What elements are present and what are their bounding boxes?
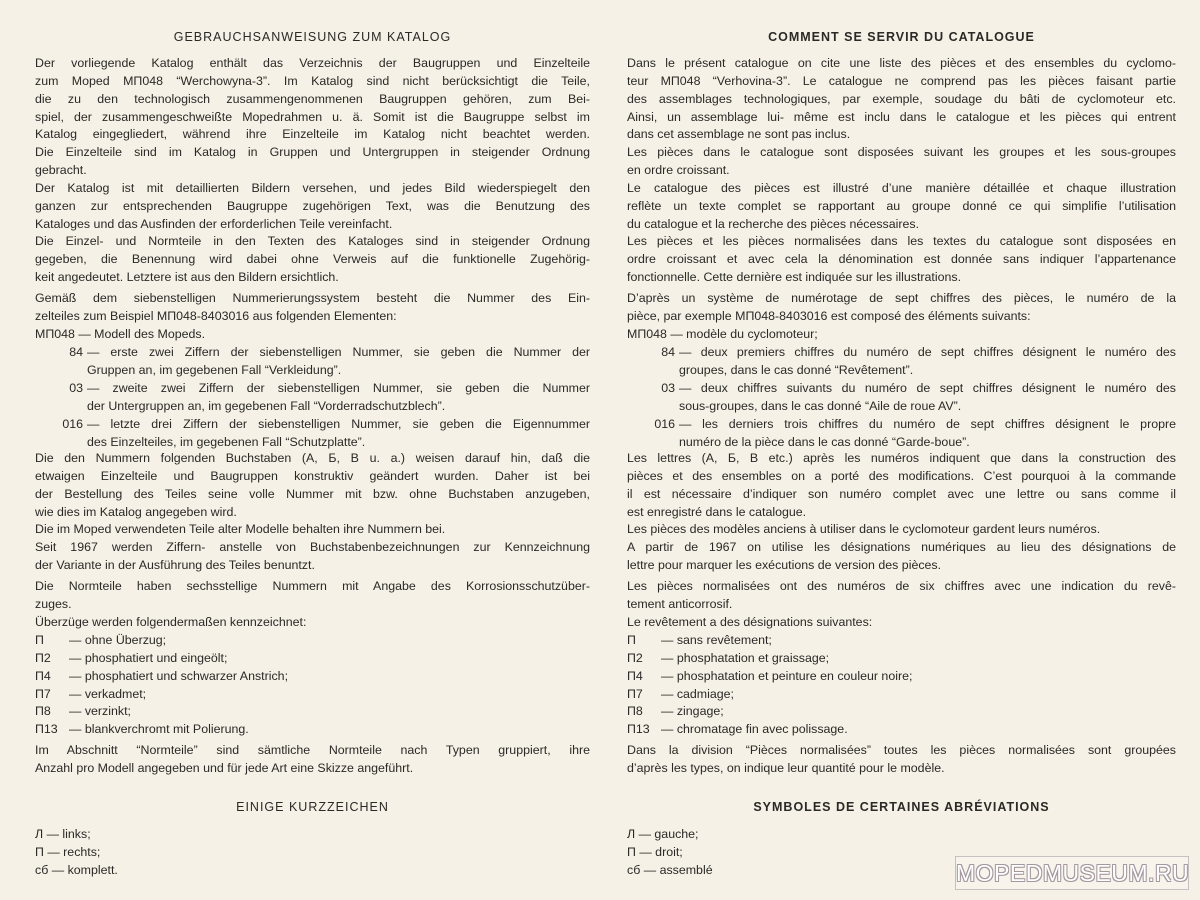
code-number: 016 [654, 417, 675, 431]
text-line: — erste zwei Ziffern der siebenstelligen Nummer, sie geben die Nummer der [87, 345, 590, 359]
coating-code: П [627, 633, 636, 647]
text-line: Les pièces dans le catalogue sont disposées suivant les groupes et les sous-groupes [627, 145, 1176, 160]
code-number: 03 [69, 381, 83, 395]
german-intro-paragraph [35, 55, 590, 287]
german-numbering-paragraph [35, 290, 590, 344]
coating-text: — verzinkt; [69, 704, 131, 719]
coating-item [35, 650, 590, 668]
coating-text: — phosphatiert und eingeölt; [69, 650, 228, 665]
french-normparts-paragraph [627, 578, 1176, 632]
french-abbreviations-title: SYMBOLES DE CERTAINES ABRÉVIATIONS [753, 800, 1050, 814]
text-line: МП048 — Modell des Mopeds. [35, 326, 206, 341]
text-line: wie dies im Katalog angegeben wird. [35, 504, 237, 519]
text-line: d’après les types, on indique leur quantité pour le modèle. [627, 760, 945, 775]
text-line: Die Einzel- und Normteile in den Texten des Kataloges sind in steigender Ordnung [35, 234, 590, 249]
code-description [679, 416, 1176, 452]
abbreviation-item: П — droit; [627, 844, 683, 859]
text-line: il est nécessaire d’indiquer son numéro complet avec une lettre ou sans comme il [627, 486, 1176, 501]
text-line: numéro de la pièce dans le cas donné “Garde-boue”. [679, 434, 970, 449]
text-line: Le catalogue des pièces est illustré d’une manière détaillée et chaque illustration [627, 180, 1176, 195]
coating-code: П8 [627, 704, 643, 719]
coating-text: — sans revêtement; [661, 633, 772, 647]
text-line: Seit 1967 werden Ziffern- anstelle von Buchstabenbezeichnungen zur Kennzeichnung [35, 540, 590, 555]
text-line: Le revêtement a des désignations suivantes: [627, 614, 873, 629]
text-line: — deux premiers chiffres du numéro de sept chiffres désignent le numéro des [679, 345, 1176, 359]
text-line: keit angedeutet. Letztere ist aus den Bildern ersichtlich. [35, 270, 339, 285]
coating-code: П13 [35, 722, 58, 737]
text-line: D’après un système de numérotage de sept chiffres des pièces, le numéro de la [627, 291, 1176, 305]
coating-text: — chromatage fin avec polissage. [661, 722, 848, 737]
text-line: Les lettres (А, Б, В etc.) après les numéros indiquent que dans la construction des [627, 451, 1176, 465]
text-line: Die im Moped verwendeten Teile alter Modelle behalten ihre Nummern bei. [35, 522, 446, 537]
code-number: 84 [69, 345, 83, 359]
coating-code: П7 [35, 686, 51, 701]
coating-text: — cadmiage; [661, 686, 735, 701]
german-section-paragraph [35, 742, 590, 778]
text-line: en ordre croissant. [627, 163, 730, 178]
text-line: zuges. [35, 596, 72, 611]
coating-text: — phosphatation et graissage; [661, 650, 830, 665]
text-line: ganzen zur entsprechenden Baugruppe zugehörigen Text, was die Benutzung des [35, 198, 590, 213]
text-line: — letzte drei Ziffern der siebenstelligen Nummer, sie geben die Eigennummer [87, 417, 590, 431]
text-line: Dans la division “Pièces normalisées” toutes les pièces normalisées sont groupées [627, 743, 1176, 757]
text-line: Les pièces des modèles anciens à utiliser dans le cyclomoteur gardent leurs numéros. [627, 522, 1101, 537]
text-line: gebracht. [35, 163, 87, 178]
text-line: Kataloges und das Ausfinden der erforderlichen Teile vereinfacht. [35, 216, 393, 231]
text-line: — deux chiffres suivants du numéro de sept chiffres désignent le numéro des [679, 381, 1176, 395]
text-line: МП048 — modèle du cyclomoteur; [627, 326, 818, 341]
text-line: Dans le présent catalogue on cite une liste des pièces et des ensembles du cyclomo- [627, 56, 1176, 70]
coating-item [627, 632, 1176, 650]
abbreviation-item: сб — assemblé [627, 862, 713, 877]
text-line: reflète un texte complet se rapportant au groupe donné ce qui simplifie l’utilisation [627, 198, 1176, 213]
text-line: Les pièces normalisées ont des numéros de six chiffres avec une indication du revê- [627, 579, 1176, 593]
code-description [87, 344, 590, 380]
coating-code: П8 [35, 704, 51, 719]
text-line: Die Einzelteile sind im Katalog in Gruppen und Untergruppen in steigender Ordnung [35, 145, 590, 160]
code-description [87, 380, 590, 416]
text-line: spiel, der zusammengeschweißte Mopedrahmen u. ä. Somit ist die Baugruppe selbst im [35, 109, 590, 124]
text-line: groupes, dans le cas donné “Revêtement”. [679, 362, 914, 377]
abbreviation-item: сб — komplett. [35, 862, 118, 877]
coating-text: — ohne Überzug; [69, 633, 167, 647]
code-description [679, 380, 1176, 416]
text-line: fonctionnelle. Cette dernière est indiquée sur les illustrations. [627, 270, 962, 285]
coating-code: П2 [35, 650, 51, 665]
text-line: gegeben, die Benennung wird dabei ohne Verweis auf die funktionelle Zugehörig- [35, 252, 590, 267]
coating-code: П2 [627, 650, 643, 665]
coating-code: П4 [35, 668, 51, 683]
text-line: der Untergruppen an, im gegebenen Fall “Vorderradschutzblech”. [87, 398, 446, 413]
coating-code: П4 [627, 668, 643, 683]
text-line: — zweite zwei Ziffern der siebenstelligen Nummer, sie geben die Nummer [87, 381, 590, 395]
text-line: Katalog eingegliedert, während ihre Einzelteile im Katalog nicht beachtet werden. [35, 127, 590, 142]
coating-item [35, 668, 590, 686]
text-line: — les derniers trois chiffres du numéro de sept chiffres désignent le propre [679, 417, 1176, 431]
coating-text: — phosphatation et peinture en couleur noire; [661, 668, 913, 683]
coating-text: — zingage; [661, 704, 724, 719]
german-title: GEBRAUCHSANWEISUNG ZUM KATALOG [173, 30, 452, 44]
abbreviation-item: Л — gauche; [627, 827, 699, 841]
coating-item [35, 703, 590, 721]
french-section-paragraph [627, 742, 1176, 778]
coating-item [35, 686, 590, 704]
watermark-logo: MOPEDMUSEUM.RU [955, 856, 1189, 890]
text-line: sous-groupes, dans le cas donné “Aile de roue AV”. [679, 398, 962, 413]
code-description [679, 344, 1176, 380]
coating-text: — verkadmet; [69, 686, 147, 701]
text-line: tement anticorrosif. [627, 596, 733, 611]
text-line: Überzüge werden folgendermaßen kennzeichnet: [35, 614, 307, 629]
text-line: est enregistré dans le catalogue. [627, 504, 807, 519]
coating-item [35, 632, 590, 650]
coating-item [627, 686, 1176, 704]
text-line: zum Moped МП048 “Werchowyna-3”. Im Katalog sind nicht berücksichtigt die Teile, [35, 73, 590, 88]
coating-text: — phosphatiert und schwarzer Anstrich; [69, 668, 289, 683]
text-line: pièce, par exemple МП048-8403016 est composé des éléments suivants: [627, 308, 1031, 323]
text-line: du catalogue et la recherche des pièces nécessaires. [627, 216, 920, 231]
code-number: 84 [661, 345, 675, 359]
text-line: die zu den technologisch zusammengenommenen Baugruppen gehören, zum Bei- [35, 91, 590, 106]
german-letters-paragraph [35, 450, 590, 575]
coating-text: — blankverchromt mit Polierung. [69, 722, 249, 737]
text-line: Les pièces et les pièces normalisées dans les textes du catalogue sont disposées en [627, 234, 1176, 249]
text-line: pièces et des ensembles on a porté des modifications. C’est pourquoi à la commande [627, 468, 1176, 483]
text-line: dans cet assemblage ne sont pas inclus. [627, 127, 851, 142]
french-numbering-paragraph [627, 290, 1176, 344]
french-intro-paragraph [627, 55, 1176, 287]
text-line: lettre pour marquer les exécutions de version des pièces. [627, 558, 942, 573]
coating-code: П7 [627, 686, 643, 701]
code-number: 016 [62, 417, 83, 431]
text-line: der Variante in der Ausführung des Teiles benuntzt. [35, 558, 315, 573]
code-description [87, 416, 590, 452]
text-line: A partir de 1967 on utilise les désignations numériques au lieu des désignations de [627, 540, 1176, 555]
text-line: Anzahl pro Modell angegeben und für jede Art eine Skizze angeführt. [35, 760, 414, 775]
german-abbreviations-list [35, 826, 590, 880]
text-line: teur МП048 “Verhovina-3”. Le catalogue ne comprend pas les pièces faisant partie [627, 73, 1176, 88]
german-abbreviations-title: EINIGE KURZZEICHEN [236, 800, 389, 814]
text-line: etwaigen Einzelteile und Baugruppen konstruktiv geändert wurden. Daher ist bei [35, 468, 590, 483]
coating-code: П13 [627, 722, 650, 737]
coating-item [627, 703, 1176, 721]
french-title: COMMENT SE SERVIR DU CATALOGUE [768, 30, 1035, 44]
text-line: Gemäß dem siebenstelligen Nummerierungssystem besteht die Nummer des Ein- [35, 291, 590, 305]
abbreviation-item: П — rechts; [35, 844, 101, 859]
text-line: des assemblages technologiques, par exemple, soudage du bâti de cyclomoteur etc. [627, 91, 1176, 106]
french-letters-paragraph [627, 450, 1176, 575]
german-normparts-paragraph [35, 578, 590, 632]
french-coating-list [627, 632, 1176, 739]
text-line: des Einzelteiles, im gegebenen Fall “Schutzplatte”. [87, 434, 366, 449]
text-line: Der Katalog ist mit detaillierten Bildern versehen, und jedes Bild wiederspiegelt den [35, 180, 590, 195]
text-line: zelteiles zum Beispiel МП048-8403016 aus folgenden Elementen: [35, 308, 397, 323]
coating-item [35, 721, 590, 739]
text-line: ordre croissant et avec cela la dénomination est donnée sans indiquer l’appartenance [627, 252, 1176, 267]
text-line: Ainsi, un assemblage lui- même est inclu dans le catalogue et les pièces qui entrent [627, 109, 1176, 124]
text-line: Gruppen an, im gegebenen Fall “Verkleidung”. [87, 362, 342, 377]
german-coating-list [35, 632, 590, 739]
code-number: 03 [661, 381, 675, 395]
text-line: Im Abschnitt “Normteile” sind sämtliche Normteile nach Typen gruppiert, ihre [35, 743, 590, 757]
text-line: Die Normteile haben sechsstellige Nummern mit Angabe des Korrosionsschutzüber- [35, 579, 590, 593]
coating-code: П [35, 633, 44, 647]
coating-item [627, 650, 1176, 668]
text-line: der Bestellung des Teiles seine volle Nummer mit bzw. ohne Buchstaben anzugeben, [35, 486, 590, 501]
abbreviation-item: Л — links; [35, 827, 91, 841]
coating-item [627, 668, 1176, 686]
text-line: Die den Nummern folgenden Buchstaben (А, Б, В u. a.) weisen darauf hin, daß die [35, 451, 590, 465]
text-line: Der vorliegende Katalog enthält das Verzeichnis der Baugruppen und Einzelteile [35, 56, 590, 70]
coating-item [627, 721, 1176, 739]
